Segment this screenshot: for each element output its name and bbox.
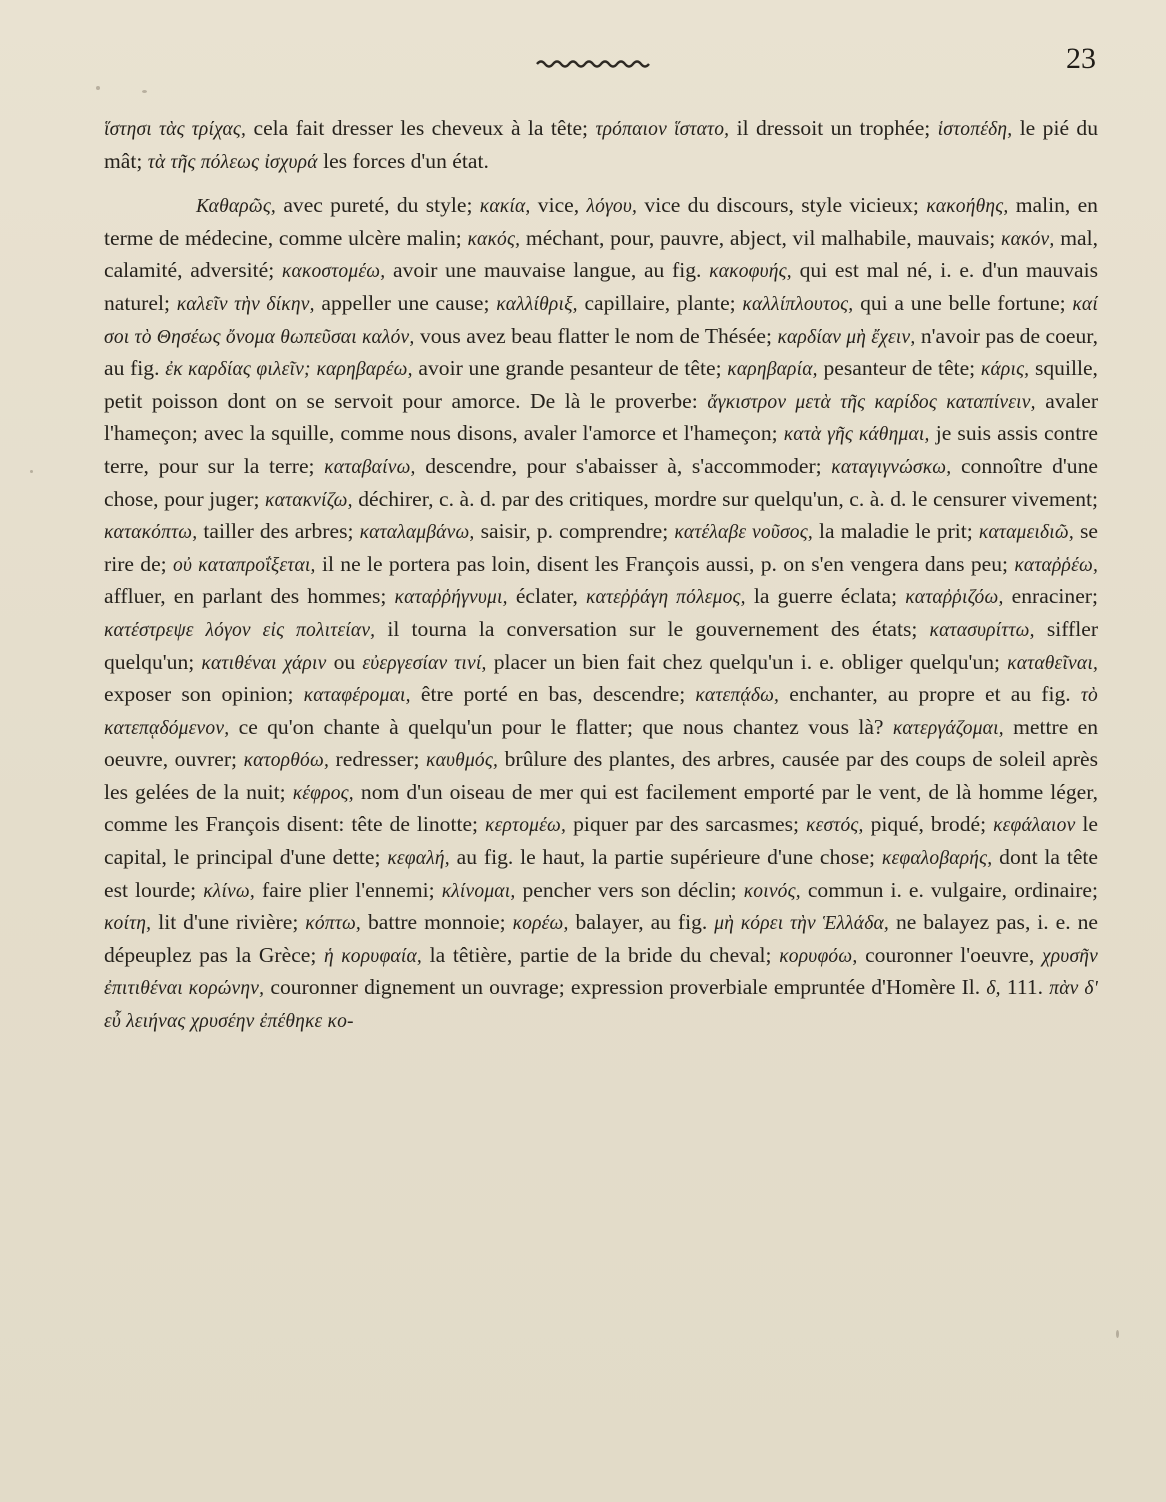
header-ornament-rule [535,56,655,70]
french-gloss: il tourna la conversation sur le gouvernement des états; [375,616,930,641]
greek-term: τὰ τῆς πόλεως ἰσχυρά [147,151,318,173]
french-gloss: pesanteur de tête; [817,356,981,381]
greek-term: καταμειδιῶ, [978,522,1074,544]
french-gloss: placer un bien fait chez quelqu'un i. e. obliger quelqu'un; [486,649,1008,674]
french-gloss: il ne le portera pas loin, disent les François aussi, p. on s'en vengera dans peu; [315,551,1015,576]
greek-term: καλεῖν τὴν δίκην, [176,293,315,315]
greek-term: καλλίπλουτος, [742,293,854,315]
french-gloss: battre monnoie; [361,910,513,935]
french-gloss: appeller une cause; [314,290,497,315]
french-gloss: déchirer, c. à. d. par des critiques, mordre sur quelqu'un, c. à. d. le censurer vivement; [352,486,1098,511]
french-gloss: couronner dignement un ouvrage; expression proverbiale empruntée d'Homère Il. [264,975,987,1000]
greek-term: κορέω, [512,913,569,935]
greek-term: κακοήθης, [926,196,1009,218]
french-gloss: nom d'un oiseau de mer qui est facilement emporté par le vent, de là homme léger, comme les François disent: tête de linotte; [104,779,1098,837]
french-gloss: il dressoit un trophée; [729,116,938,140]
french-gloss: vous avez beau flatter le nom de Thésée; [414,323,778,348]
greek-term: τρόπαιον ἵστατο, [595,119,730,140]
greek-term: κοινός, [743,880,801,902]
french-gloss: saisir, p. comprendre; [474,519,675,544]
french-gloss: cela fait dresser les cheveux à la tête; [246,116,596,140]
french-gloss: je suis assis contre terre, pour sur la terre; [104,421,1098,478]
greek-term: κατιθέναι χάριν [201,652,327,674]
greek-term: κατὰ γῆς κάθημαι, [783,424,930,446]
french-gloss: mettre en oeuvre, ouvrer; [104,714,1098,772]
greek-term: κατέλαβε νοῦσος, [674,522,813,544]
french-gloss: enraciner; [1003,584,1098,609]
french-gloss: ou [326,649,363,674]
french-gloss: la maladie le prit; [812,519,979,544]
greek-term: Καθαρῶς, [196,196,277,218]
french-gloss: exposer son opinion; [104,682,304,707]
greek-term: κατεπᾴδω, [695,685,780,707]
greek-term: καταῤῥιζόω, [905,587,1004,609]
french-gloss: les forces d'un état. [317,148,489,173]
greek-term: ἐκ καρδίας φιλεῖν; [165,359,311,381]
french-gloss: n'avoir pas de coeur, au fig. [104,323,1098,381]
greek-term: καλλίθριξ, [496,293,578,315]
greek-term: καταβαίνω, [324,456,416,478]
greek-term: πὰν δ' εὖ λειήνας χρυσέην ἐπέθηκε κο- [104,978,1098,1033]
greek-term: κεφάλαιον [993,815,1076,837]
greek-term: δ, [986,978,1001,1000]
greek-term: καρδίαν μὴ ἔχειν, [777,326,916,348]
greek-term: ἱστοπέδη, [937,119,1013,140]
french-gloss: piqué, brodé; [863,812,994,837]
french-gloss: 111. [1000,975,1050,1000]
greek-term: κεφαλοβαρής, [881,848,993,870]
french-gloss: qui est mal né, i. e. d'un mauvais naturel; [104,258,1098,315]
french-gloss: couronner l'oeuvre, [857,942,1042,967]
french-gloss: faire plier l'ennemi; [254,877,442,902]
greek-term: οὐ καταπροΐξεται, [173,554,316,576]
french-gloss: squille, petit poisson dont on se servoit pour amorce. De là le proverbe: [104,356,1098,413]
greek-term: καταφέρομαι, [303,685,411,707]
greek-term: καταῤῥήγνυμι, [394,587,508,609]
french-gloss: dont la tête est lourde; [104,845,1099,902]
french-gloss: avaler l'hameçon; avec la squille, comme nous disons, avaler l'amorce et l'hameçon; [104,388,1099,446]
paper-speck [96,86,100,90]
greek-term: κατέστρεψε λόγον εἰς πολιτείαν, [104,619,376,641]
greek-term: καταλαμβάνω, [359,522,475,544]
paper-speck [1116,1330,1119,1338]
paper-speck [142,90,147,93]
french-gloss: redresser; [329,747,427,772]
greek-term: ἄγκιστρον μετὰ τῆς καρίδος καταπίνειν, [707,391,1036,413]
french-gloss: commun i. e. vulgaire, ordinaire; [800,877,1099,902]
french-gloss: balayer, au fig. [568,910,715,935]
french-gloss: éclater, [507,584,586,609]
greek-term: κακόν, [1001,228,1055,250]
greek-term: καρηβαρία, [727,359,818,381]
french-gloss: tailler des arbres; [197,519,360,544]
greek-term: κορυφόω, [779,945,858,967]
french-gloss: se rire de; [104,519,1098,576]
greek-term: ἵστησι τὰς τρίχας, [104,119,247,140]
greek-term: κόπτω, [305,913,361,935]
greek-term: κακοφυής, [709,261,792,283]
french-gloss: être porté en bas, descendre; [410,682,696,707]
greek-term: τὸ κατεπᾳδόμενον, [104,685,1098,739]
french-gloss: ne balayez pas, i. e. ne dépeuplez pas la Grèce; [104,910,1098,967]
french-gloss: qui a une belle fortune; [853,290,1073,315]
french-gloss: piquer par des sarcasmes; [566,812,807,837]
greek-term: κεφαλή, [387,848,450,870]
french-gloss: malin, en terme de médecine, comme ulcère malin; [104,193,1098,250]
greek-term: κλίνομαι, [441,880,516,902]
french-gloss: avec pureté, du style; [276,193,480,218]
greek-term: μὴ κόρει τὴν Ἑλλάδα, [714,913,889,935]
greek-term: κατακνίζω, [265,489,353,511]
french-gloss: le pié du mât; [104,116,1098,173]
french-gloss: mal, calamité, adversité; [104,225,1098,283]
french-gloss: ce qu'on chante à quelqu'un pour le flatter; que nous chantez vous là? [229,714,893,739]
greek-term: καταῤῥέω, [1014,554,1099,576]
greek-term: κατορθόω, [243,750,330,772]
french-gloss: vice, [530,193,587,218]
french-gloss: siffler quelqu'un; [104,616,1099,674]
greek-term: χρυσῆν ἐπιτιθέναι κορώνην, [104,945,1098,1000]
greek-term: κοίτη, [104,913,152,935]
greek-term: λόγου, [586,196,638,218]
greek-term: κλίνω, [203,880,255,902]
greek-term: κακοστομέω, [281,261,386,283]
french-gloss: méchant, pour, pauvre, abject, vil malhabile, mauvais; [520,225,1002,250]
greek-term: κακία, [479,196,531,218]
french-gloss: avoir une mauvaise langue, au fig. [385,258,710,283]
french-gloss: descendre, pour s'abaisser à, s'accommoder; [415,453,832,478]
paper-speck [30,470,33,473]
greek-term: ἡ κορυφαία, [324,945,423,967]
french-gloss: la guerre éclata; [745,584,906,609]
greek-term: κατεῤῥάγη πόλεμος, [586,587,746,609]
page-number: 23 [1066,42,1096,75]
greek-term: καρηβαρέω, [316,359,413,381]
greek-term: κάρις, [980,359,1030,381]
greek-term: κατακόπτω, [104,522,198,544]
body-text [104,113,1098,1038]
french-gloss: affluer, en parlant des hommes; [104,584,395,609]
greek-term: καυθμός, [426,750,499,772]
french-gloss: capillaire, plante; [577,290,743,315]
french-gloss: vice du discours, style vicieux; [637,193,927,218]
greek-term: καί σοι τὸ Θησέως ὄνομα θωπεῦσαι καλόν, [104,293,1098,348]
greek-term: κακός, [467,228,521,250]
french-gloss: avoir une grande pesanteur de tête; [412,356,728,381]
french-gloss: au fig. le haut, la partie supérieure d'une chose; [449,845,882,870]
paragraph-1 [104,113,1098,178]
greek-term: κεστός, [806,815,864,837]
french-gloss: lit d'une rivière; [151,910,306,935]
greek-term: καταθεῖναι, [1007,652,1099,674]
french-gloss: pencher vers son déclin; [515,877,744,902]
greek-term: εὐεργεσίαν τινί, [362,652,487,674]
french-gloss: enchanter, au propre et au fig. [779,682,1081,707]
greek-term: κέφρος, [292,782,354,804]
french-gloss: brûlure des plantes, des arbres, causée par des coups de soleil après les gelées de la nuit; [104,747,1098,804]
greek-term: καταγιγνώσκω, [831,456,952,478]
greek-term: κατεργάζομαι, [892,717,1004,739]
french-gloss: le capital, le principal d'une dette; [104,812,1098,870]
french-gloss: connoître d'une chose, pour juger; [104,453,1098,511]
greek-term: κατασυρίττω, [929,619,1035,641]
french-gloss: la têtière, partie de la bride du cheval; [422,942,780,967]
paragraph-2 [104,190,1098,1037]
greek-term: κερτομέω, [485,815,567,837]
